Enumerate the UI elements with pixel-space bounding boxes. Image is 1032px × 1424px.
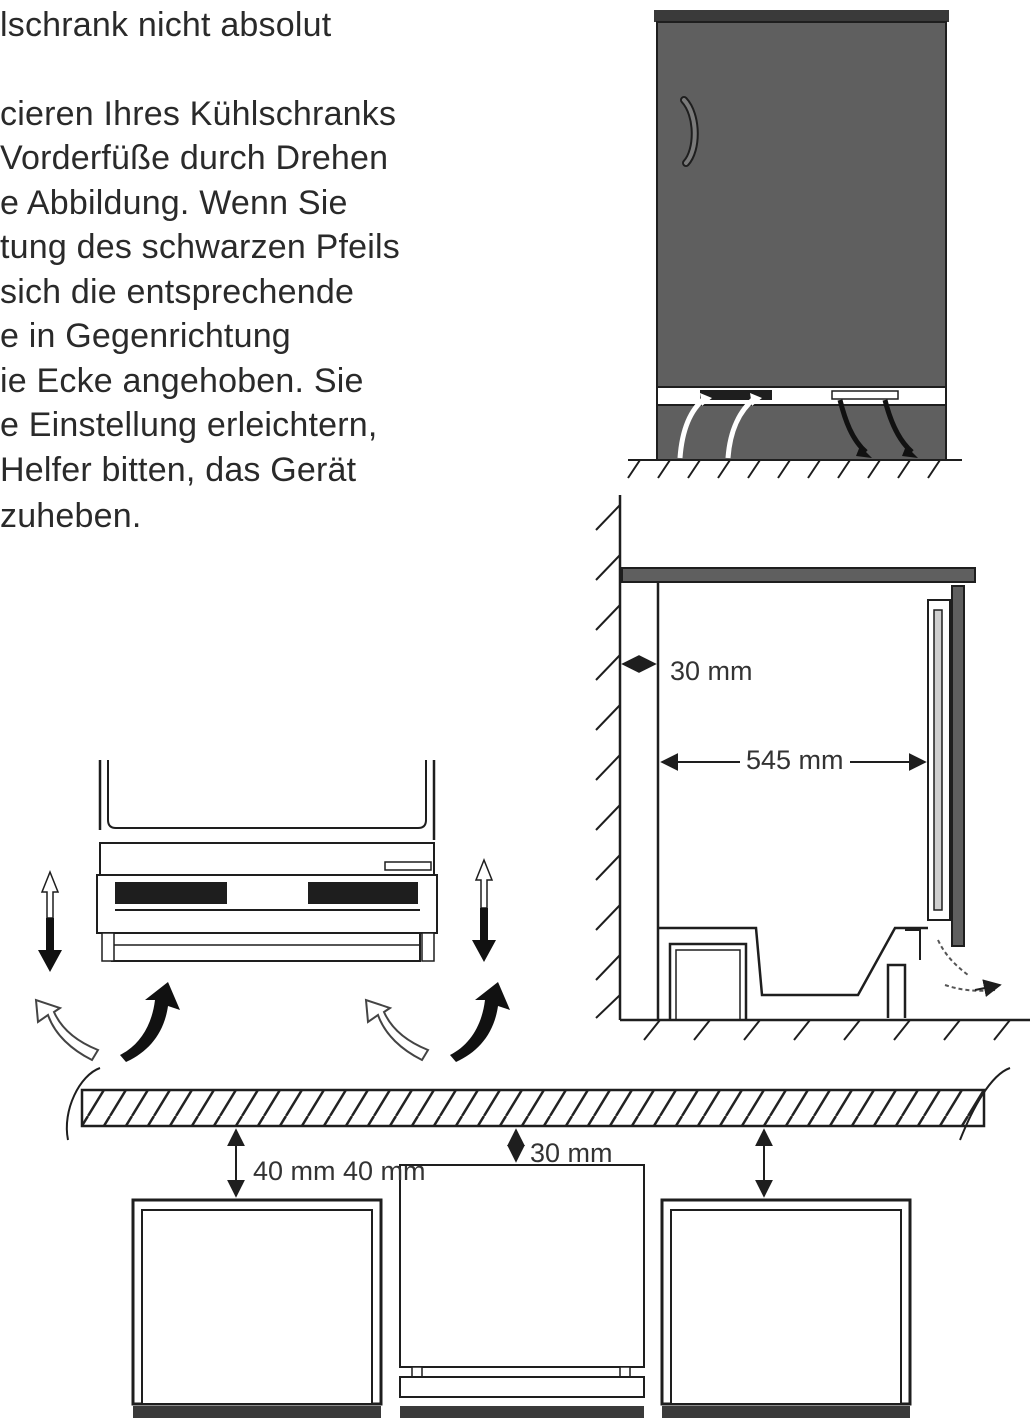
instruction-line-2: cieren Ihres Kühlschranks	[0, 95, 397, 133]
rear-gap-label: 30 mm	[670, 656, 753, 686]
depth-label: 545 mm	[746, 745, 844, 775]
rotation-arrow-black-icon	[450, 982, 510, 1062]
top-gap-label: 30 mm	[530, 1138, 613, 1168]
instruction-line-7: e in Gegenrichtung	[0, 317, 291, 355]
fridge-front-view	[628, 10, 962, 478]
feet-adjustment-view	[36, 760, 510, 1062]
rotation-arrow-white-icon	[36, 1000, 98, 1060]
instruction-line-10: Helfer bitten, das Gerät	[0, 451, 357, 489]
side-gap-label: 40 mm 40 mm	[253, 1156, 426, 1186]
up-down-arrow-icon	[38, 872, 62, 972]
instruction-line-6: sich die entsprechende	[0, 273, 355, 311]
instruction-line-11: zuheben.	[0, 497, 142, 535]
instruction-line-1: lschrank nicht absolut	[0, 6, 332, 44]
rotation-arrow-white-icon	[366, 1000, 428, 1060]
instruction-line-8: ie Ecke angehoben. Sie	[0, 362, 364, 400]
rotation-arrow-black-icon	[120, 982, 180, 1062]
instruction-line-9: e Einstellung erleichtern,	[0, 406, 378, 444]
instruction-line-5: tung des schwarzen Pfeils	[0, 228, 400, 266]
up-down-arrow-icon	[472, 860, 496, 962]
countertop-installation-view	[67, 1068, 1010, 1418]
instruction-line-3: Vorderfüße durch Drehen	[0, 139, 389, 177]
instruction-line-4: e Abbildung. Wenn Sie	[0, 184, 348, 222]
